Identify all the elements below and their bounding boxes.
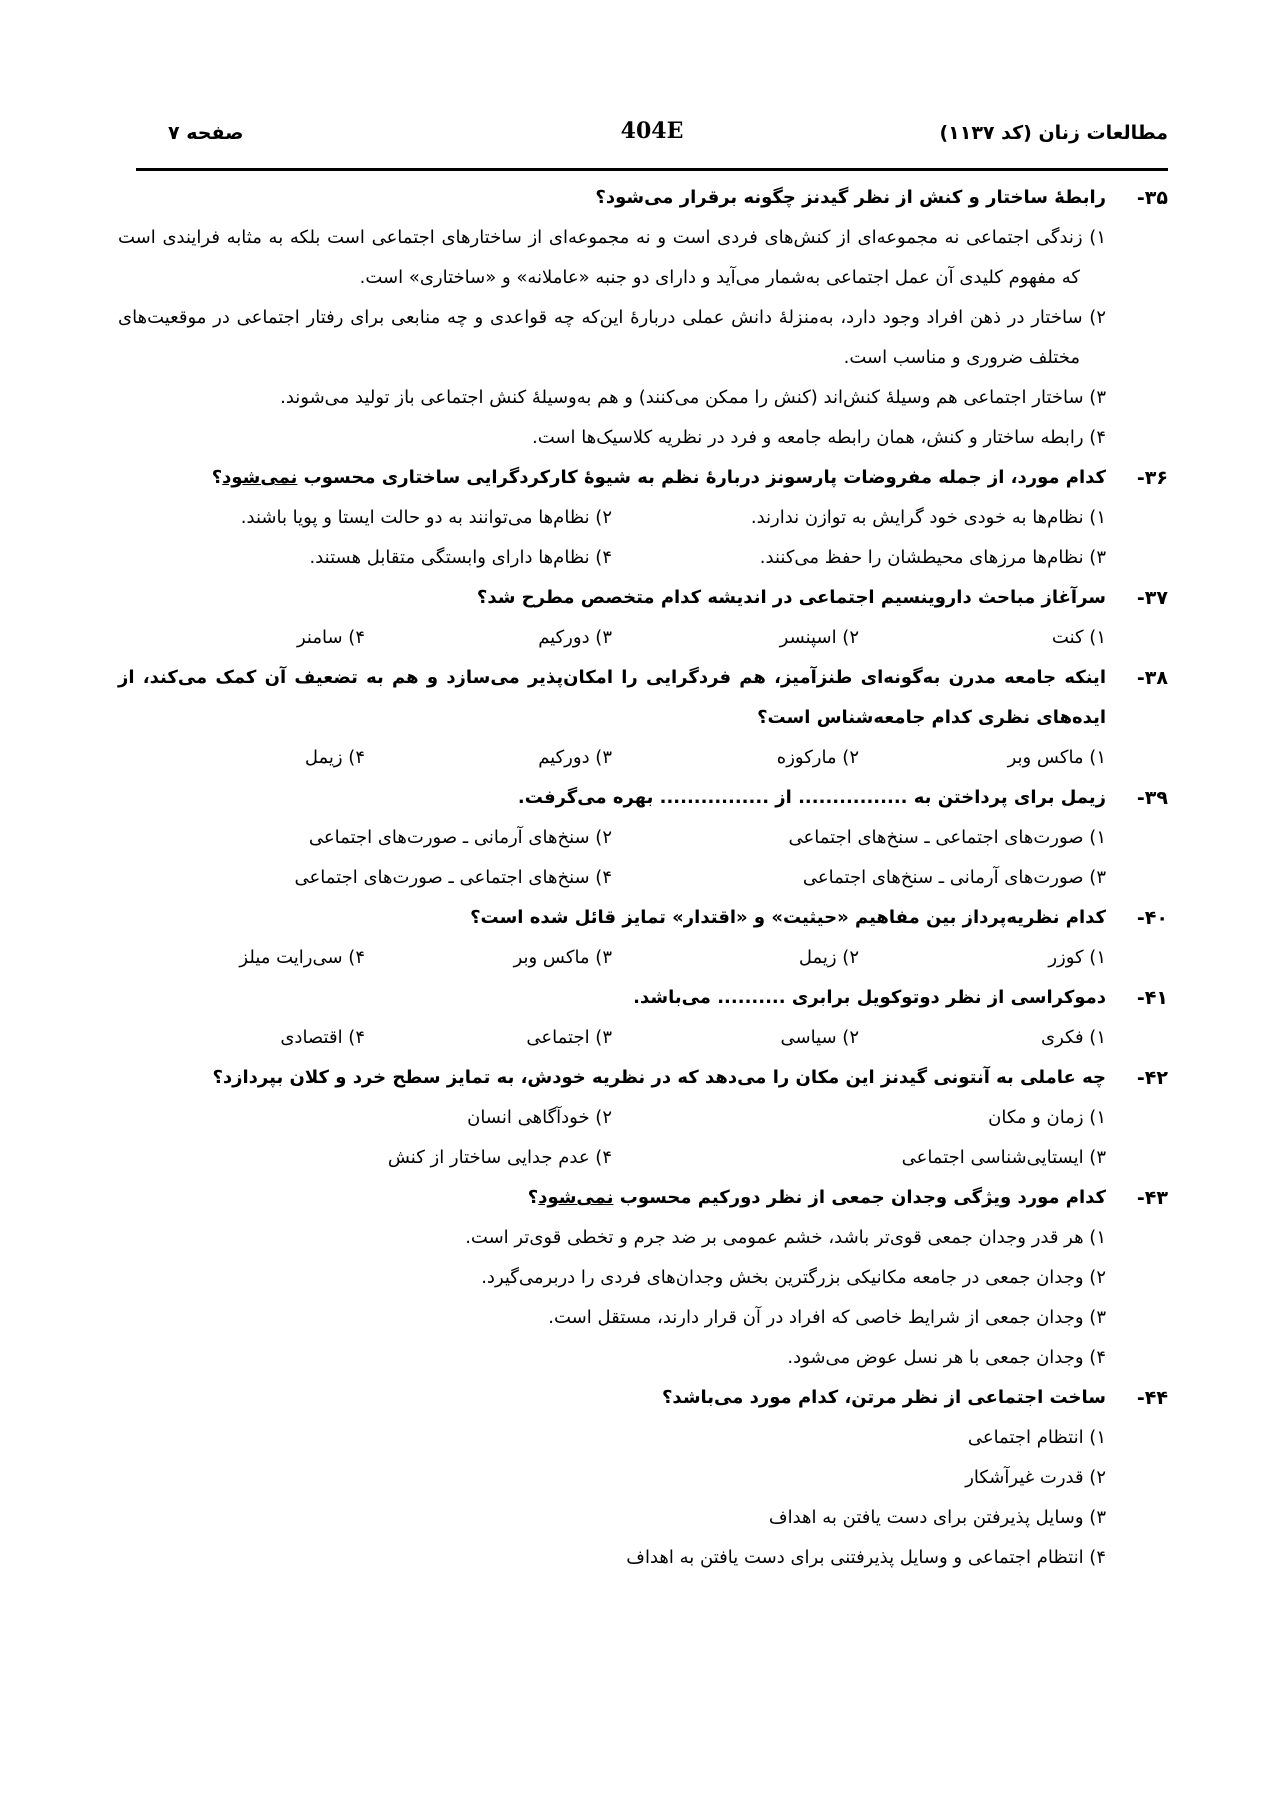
option-3: ۳) ماکس وبر <box>513 947 612 968</box>
question-number: ۴۲- <box>1136 1067 1168 1089</box>
option-4: ۴) سنخ‌های اجتماعی ـ صورت‌های اجتماعی <box>294 867 612 888</box>
option-1: ۱) ماکس وبر <box>1007 747 1106 768</box>
option-2: ۲) وجدان جمعی در جامعه مکانیکی بزرگترین بخش وجدان‌های فردی را دربرمی‌گیرد. <box>481 1267 1106 1288</box>
question-text <box>118 458 1106 498</box>
option-4: ۴) سی‌رایت میلز <box>239 947 365 968</box>
options-row <box>118 818 1106 858</box>
option-2: ۲) اسپنسر <box>779 627 859 648</box>
option-4: ۴) رابطه ساختار و کنش، همان رابطه جامعه و فرد در نظریه کلاسیک‌ها است. <box>532 427 1106 448</box>
options-row <box>118 858 1106 898</box>
question-43 <box>118 1178 1168 1378</box>
options-row <box>118 738 1106 778</box>
question-number: ۴۰- <box>1136 907 1168 929</box>
option-2: ۲) نظام‌ها می‌توانند به دو حالت ایستا و پویا باشند. <box>240 507 612 528</box>
option-3: ۳) ساختار اجتماعی هم وسیلهٔ کنش‌اند (کنش را ممکن می‌کنند) و هم به‌وسیلهٔ کنش اجتماعی باز تولید می‌شوند. <box>280 387 1106 408</box>
option-2: ۲) مارکوزه <box>776 747 859 768</box>
options-row <box>118 1018 1106 1058</box>
question-text: سرآغاز مباحث داروینسیم اجتماعی در اندیشه کدام متخصص مطرح شد؟ <box>476 587 1106 608</box>
option-1: ۱) زمان و مکان <box>988 1107 1106 1128</box>
option-2: ۲) خودآگاهی انسان <box>467 1107 612 1128</box>
options-row <box>118 938 1106 978</box>
question-text: کدام نظریه‌پرداز بین مفاهیم «حیثیت» و «اقتدار» تمایز قائل شده است؟ <box>470 907 1106 928</box>
question-text-part: کدام مورد، از جمله مفروضات پارسونز دربارهٔ نظم به شیوهٔ کارکردگرایی ساختاری محسوب <box>297 467 1106 488</box>
option-1: ۱) هر قدر وجدان جمعی قوی‌تر باشد، خشم عمومی بر ضد جرم و تخطی قوی‌تر است. <box>465 1227 1106 1248</box>
option-1: ۱) صورت‌های اجتماعی ـ سنخ‌های اجتماعی <box>788 827 1106 848</box>
question-36 <box>118 458 1168 578</box>
option-3: ۳) نظام‌ها مرزهای محیطشان را حفظ می‌کنند. <box>759 547 1106 568</box>
option-1: ۱) کنت <box>1051 627 1106 648</box>
option-4: ۴) زیمل <box>304 747 365 768</box>
question-mark: ؟ <box>527 1187 539 1208</box>
option-4: ۴) انتظام اجتماعی و وسایل پذیرفتنی برای دست یافتن به اهداف <box>626 1547 1106 1568</box>
negation-emphasis: نمی‌شود <box>538 1187 614 1208</box>
question-text-part: کدام مورد ویژگی وجدان جمعی از نظر دورکیم محسوب <box>613 1187 1106 1208</box>
question-number: ۳۸- <box>1136 667 1168 689</box>
question-text: ساخت اجتماعی از نظر مرتن، کدام مورد می‌باشد؟ <box>661 1387 1106 1408</box>
question-text: اینکه جامعه مدرن به‌گونه‌ای طنزآمیز، هم فردگرایی را امکان‌پذیر می‌سازد و هم به تضعیف آن کمک می‌کند، از ایده‌های نظری کدام جامعه‌شناس است؟ <box>118 667 1106 728</box>
question-number: ۴۱- <box>1136 987 1168 1009</box>
option-4: ۴) اقتصادی <box>280 1027 365 1048</box>
option-2: ۲) زیمل <box>798 947 859 968</box>
negation-emphasis: نمی‌شود <box>222 467 298 488</box>
question-text: دموکراسی از نظر دوتوکویل برابری .......... می‌باشد. <box>633 987 1106 1008</box>
option-4: ۴) وجدان جمعی با هر نسل عوض می‌شود. <box>787 1347 1106 1368</box>
option-2: ۲) قدرت غیرآشکار <box>965 1467 1106 1488</box>
question-text <box>118 1178 1106 1218</box>
question-37 <box>118 578 1168 658</box>
option-2: ۲) سیاسی <box>780 1027 859 1048</box>
question-number: ۴۴- <box>1136 1387 1168 1409</box>
option-3: ۳) صورت‌های آرمانی ـ سنخ‌های اجتماعی <box>802 867 1106 888</box>
option-3: ۳) ایستایی‌شناسی اجتماعی <box>901 1147 1106 1168</box>
options-row <box>118 498 1106 538</box>
option-1: ۱) کوزر <box>1048 947 1106 968</box>
question-38 <box>118 658 1168 778</box>
question-number: ۳۵- <box>1136 187 1168 209</box>
question-number: ۳۷- <box>1136 587 1168 609</box>
question-42 <box>118 1058 1168 1178</box>
option-3: ۳) دورکیم <box>538 627 612 648</box>
option-3: ۳) دورکیم <box>538 747 612 768</box>
option-1: ۱) فکری <box>1041 1027 1106 1048</box>
option-1: ۱) نظام‌ها به خودی خود گرایش به توازن ندارند. <box>750 507 1106 528</box>
question-35 <box>118 178 1168 458</box>
option-1: ۱) انتظام اجتماعی <box>967 1427 1106 1448</box>
option-2: ۲) سنخ‌های آرمانی ـ صورت‌های اجتماعی <box>308 827 612 848</box>
option-2: ۲) ساختار در ذهن افراد وجود دارد، به‌منزلهٔ دانش عملی دربارهٔ این‌که چه قواعدی و چه منابعی برای رفتار اجتماعی در موقعیت‌های مختلف ضروری و مناسب است. <box>118 307 1106 368</box>
options-row <box>118 618 1106 658</box>
page-number: صفحه ۷ <box>168 122 244 144</box>
page-header <box>136 118 1168 171</box>
option-3: ۳) اجتماعی <box>526 1027 612 1048</box>
question-text: رابطهٔ ساختار و کنش از نظر گیدنز چگونه برقرار می‌شود؟ <box>595 187 1106 208</box>
option-4: ۴) نظام‌ها دارای وابستگی متقابل هستند. <box>309 547 612 568</box>
question-41 <box>118 978 1168 1058</box>
options-row <box>118 538 1106 578</box>
question-text: زیمل برای پرداختن به ................ از ................ بهره می‌گرفت. <box>517 787 1106 808</box>
question-text: چه عاملی به آنتونی گیدنز این مکان را می‌دهد که در نظریه خودش، به تمایز سطح خرد و کلان بپردازد؟ <box>212 1067 1106 1088</box>
option-3: ۳) وسایل پذیرفتن برای دست یافتن به اهداف <box>768 1507 1106 1528</box>
option-3: ۳) وجدان جمعی از شرایط خاصی که افراد در آن قرار دارند، مستقل است. <box>548 1307 1106 1328</box>
question-40 <box>118 898 1168 978</box>
question-44 <box>118 1378 1168 1578</box>
option-4: ۴) عدم جدایی ساختار از کنش <box>387 1147 612 1168</box>
question-list <box>118 178 1168 1578</box>
option-1: ۱) زندگی اجتماعی نه مجموعه‌ای از کنش‌های فردی است و نه مجموعه‌ای از ساختارهای اجتماعی است بلکه به مثابه فرایندی است که مفهوم کلیدی آن عمل اجتماعی به‌شمار می‌آید و دارای دو جنبه «عاملانه» و «ساختاری» است. <box>118 227 1106 288</box>
question-mark: ؟ <box>211 467 223 488</box>
exam-subject: مطالعات زنان (کد ۱۱۳۷) <box>939 122 1168 144</box>
booklet-code: 404E <box>620 118 684 144</box>
option-4: ۴) سامنر <box>297 627 365 648</box>
options-row <box>118 1098 1106 1138</box>
question-39 <box>118 778 1168 898</box>
options-row <box>118 1138 1106 1178</box>
question-number: ۴۳- <box>1136 1187 1168 1209</box>
question-number: ۳۶- <box>1136 467 1168 489</box>
question-number: ۳۹- <box>1136 787 1168 809</box>
